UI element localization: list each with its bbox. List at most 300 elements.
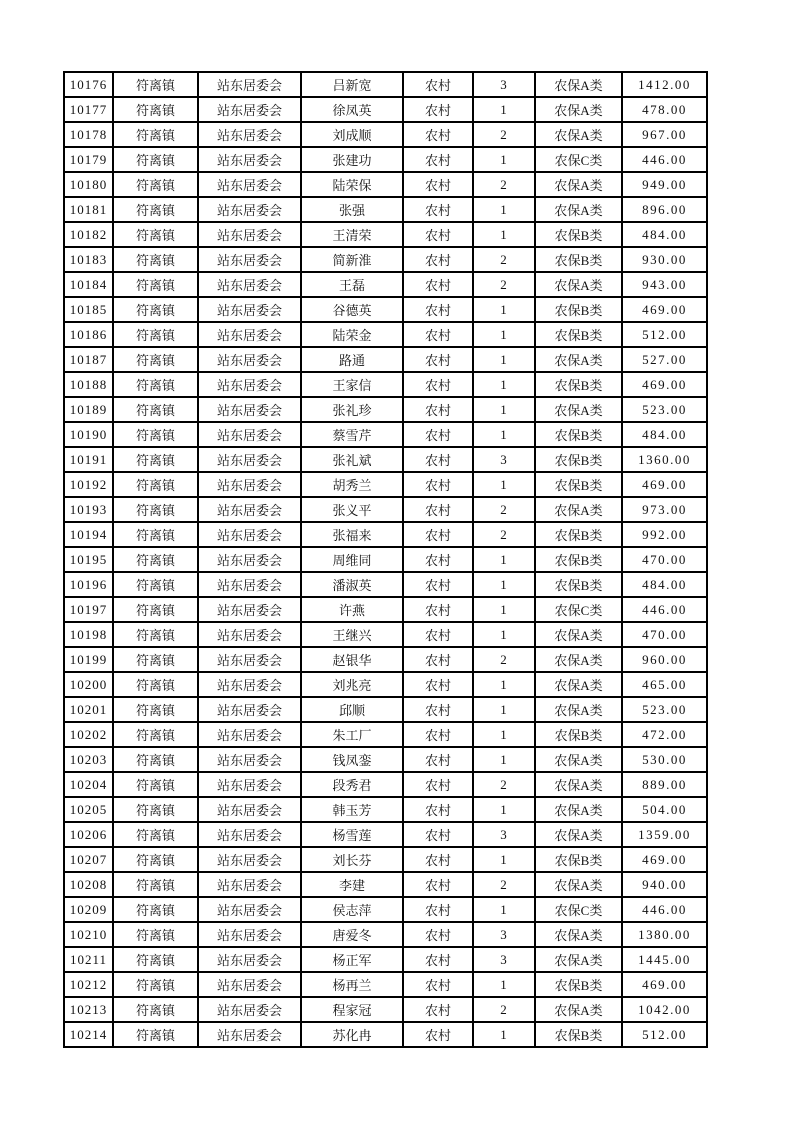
cell-committee: 站东居委会 bbox=[198, 72, 301, 97]
cell-id: 10181 bbox=[64, 197, 113, 222]
cell-town: 符离镇 bbox=[113, 897, 198, 922]
cell-id: 10203 bbox=[64, 747, 113, 772]
table-row bbox=[64, 472, 707, 497]
cell-committee: 站东居委会 bbox=[198, 447, 301, 472]
cell-category: 农保C类 bbox=[535, 147, 622, 172]
cell-town: 符离镇 bbox=[113, 322, 198, 347]
cell-count: 2 bbox=[473, 997, 535, 1022]
cell-amount: 1445.00 bbox=[622, 947, 707, 972]
cell-category: 农保A类 bbox=[535, 797, 622, 822]
cell-amount: 1359.00 bbox=[622, 822, 707, 847]
cell-name: 韩玉芳 bbox=[301, 797, 403, 822]
cell-id: 10188 bbox=[64, 372, 113, 397]
cell-category: 农保A类 bbox=[535, 272, 622, 297]
table-row bbox=[64, 147, 707, 172]
table-row bbox=[64, 297, 707, 322]
cell-count: 1 bbox=[473, 222, 535, 247]
cell-id: 10193 bbox=[64, 497, 113, 522]
cell-category: 农保A类 bbox=[535, 97, 622, 122]
cell-category: 农保A类 bbox=[535, 872, 622, 897]
cell-amount: 472.00 bbox=[622, 722, 707, 747]
cell-id: 10209 bbox=[64, 897, 113, 922]
cell-count: 1 bbox=[473, 547, 535, 572]
cell-count: 2 bbox=[473, 647, 535, 672]
cell-name: 张义平 bbox=[301, 497, 403, 522]
cell-town: 符离镇 bbox=[113, 347, 198, 372]
cell-name: 蔡雪芹 bbox=[301, 422, 403, 447]
table-row bbox=[64, 497, 707, 522]
cell-committee: 站东居委会 bbox=[198, 497, 301, 522]
cell-name: 张强 bbox=[301, 197, 403, 222]
cell-committee: 站东居委会 bbox=[198, 572, 301, 597]
cell-count: 2 bbox=[473, 497, 535, 522]
table-row bbox=[64, 222, 707, 247]
cell-category: 农保B类 bbox=[535, 847, 622, 872]
table-row bbox=[64, 522, 707, 547]
cell-town: 符离镇 bbox=[113, 397, 198, 422]
cell-name: 周维同 bbox=[301, 547, 403, 572]
cell-town: 符离镇 bbox=[113, 547, 198, 572]
cell-id: 10200 bbox=[64, 672, 113, 697]
cell-category: 农保B类 bbox=[535, 472, 622, 497]
cell-category: 农保B类 bbox=[535, 322, 622, 347]
cell-count: 2 bbox=[473, 172, 535, 197]
table-row bbox=[64, 847, 707, 872]
cell-town: 符离镇 bbox=[113, 722, 198, 747]
cell-count: 1 bbox=[473, 797, 535, 822]
cell-residence: 农村 bbox=[403, 797, 473, 822]
cell-name: 吕新宽 bbox=[301, 72, 403, 97]
cell-count: 1 bbox=[473, 1022, 535, 1047]
cell-count: 3 bbox=[473, 447, 535, 472]
cell-id: 10208 bbox=[64, 872, 113, 897]
cell-town: 符离镇 bbox=[113, 647, 198, 672]
table-row bbox=[64, 597, 707, 622]
cell-town: 符离镇 bbox=[113, 522, 198, 547]
cell-amount: 469.00 bbox=[622, 472, 707, 497]
cell-town: 符离镇 bbox=[113, 847, 198, 872]
cell-committee: 站东居委会 bbox=[198, 247, 301, 272]
table-row bbox=[64, 272, 707, 297]
cell-town: 符离镇 bbox=[113, 797, 198, 822]
cell-residence: 农村 bbox=[403, 122, 473, 147]
cell-count: 1 bbox=[473, 422, 535, 447]
cell-committee: 站东居委会 bbox=[198, 872, 301, 897]
cell-id: 10191 bbox=[64, 447, 113, 472]
cell-amount: 446.00 bbox=[622, 147, 707, 172]
cell-amount: 896.00 bbox=[622, 197, 707, 222]
table-row bbox=[64, 422, 707, 447]
cell-committee: 站东居委会 bbox=[198, 197, 301, 222]
cell-category: 农保B类 bbox=[535, 547, 622, 572]
cell-count: 3 bbox=[473, 72, 535, 97]
cell-name: 许燕 bbox=[301, 597, 403, 622]
cell-name: 张建功 bbox=[301, 147, 403, 172]
cell-name: 杨再兰 bbox=[301, 972, 403, 997]
cell-name: 陆荣保 bbox=[301, 172, 403, 197]
cell-town: 符离镇 bbox=[113, 497, 198, 522]
cell-name: 简新淮 bbox=[301, 247, 403, 272]
cell-town: 符离镇 bbox=[113, 147, 198, 172]
table-row bbox=[64, 547, 707, 572]
cell-residence: 农村 bbox=[403, 97, 473, 122]
cell-committee: 站东居委会 bbox=[198, 947, 301, 972]
cell-amount: 523.00 bbox=[622, 397, 707, 422]
cell-amount: 960.00 bbox=[622, 647, 707, 672]
cell-count: 1 bbox=[473, 747, 535, 772]
cell-amount: 930.00 bbox=[622, 247, 707, 272]
cell-town: 符离镇 bbox=[113, 472, 198, 497]
cell-residence: 农村 bbox=[403, 922, 473, 947]
cell-residence: 农村 bbox=[403, 872, 473, 897]
cell-residence: 农村 bbox=[403, 672, 473, 697]
cell-amount: 949.00 bbox=[622, 172, 707, 197]
cell-count: 1 bbox=[473, 572, 535, 597]
cell-residence: 农村 bbox=[403, 372, 473, 397]
cell-name: 张礼珍 bbox=[301, 397, 403, 422]
cell-residence: 农村 bbox=[403, 147, 473, 172]
table-row bbox=[64, 172, 707, 197]
cell-committee: 站东居委会 bbox=[198, 972, 301, 997]
cell-count: 1 bbox=[473, 297, 535, 322]
cell-id: 10198 bbox=[64, 622, 113, 647]
cell-id: 10194 bbox=[64, 522, 113, 547]
table-row bbox=[64, 947, 707, 972]
cell-name: 刘长芬 bbox=[301, 847, 403, 872]
cell-residence: 农村 bbox=[403, 222, 473, 247]
cell-residence: 农村 bbox=[403, 997, 473, 1022]
cell-count: 1 bbox=[473, 347, 535, 372]
table-row bbox=[64, 772, 707, 797]
table-row bbox=[64, 872, 707, 897]
cell-category: 农保A类 bbox=[535, 122, 622, 147]
cell-committee: 站东居委会 bbox=[198, 797, 301, 822]
cell-category: 农保A类 bbox=[535, 172, 622, 197]
cell-residence: 农村 bbox=[403, 897, 473, 922]
cell-count: 2 bbox=[473, 122, 535, 147]
cell-category: 农保A类 bbox=[535, 397, 622, 422]
cell-amount: 527.00 bbox=[622, 347, 707, 372]
cell-residence: 农村 bbox=[403, 522, 473, 547]
cell-count: 2 bbox=[473, 522, 535, 547]
cell-residence: 农村 bbox=[403, 272, 473, 297]
cell-id: 10211 bbox=[64, 947, 113, 972]
cell-residence: 农村 bbox=[403, 722, 473, 747]
cell-category: 农保A类 bbox=[535, 747, 622, 772]
cell-residence: 农村 bbox=[403, 547, 473, 572]
cell-category: 农保B类 bbox=[535, 722, 622, 747]
cell-count: 1 bbox=[473, 372, 535, 397]
cell-category: 农保B类 bbox=[535, 972, 622, 997]
cell-town: 符离镇 bbox=[113, 872, 198, 897]
cell-name: 陆荣金 bbox=[301, 322, 403, 347]
cell-id: 10205 bbox=[64, 797, 113, 822]
cell-amount: 504.00 bbox=[622, 797, 707, 822]
cell-town: 符离镇 bbox=[113, 222, 198, 247]
cell-category: 农保B类 bbox=[535, 297, 622, 322]
cell-committee: 站东居委会 bbox=[198, 722, 301, 747]
cell-count: 1 bbox=[473, 722, 535, 747]
cell-id: 10176 bbox=[64, 72, 113, 97]
cell-name: 刘兆亮 bbox=[301, 672, 403, 697]
cell-town: 符离镇 bbox=[113, 922, 198, 947]
cell-id: 10197 bbox=[64, 597, 113, 622]
cell-category: 农保A类 bbox=[535, 497, 622, 522]
cell-residence: 农村 bbox=[403, 297, 473, 322]
cell-residence: 农村 bbox=[403, 447, 473, 472]
cell-name: 王磊 bbox=[301, 272, 403, 297]
cell-amount: 469.00 bbox=[622, 972, 707, 997]
cell-amount: 512.00 bbox=[622, 322, 707, 347]
cell-residence: 农村 bbox=[403, 822, 473, 847]
table-row bbox=[64, 397, 707, 422]
cell-amount: 1042.00 bbox=[622, 997, 707, 1022]
cell-town: 符离镇 bbox=[113, 197, 198, 222]
cell-committee: 站东居委会 bbox=[198, 522, 301, 547]
cell-town: 符离镇 bbox=[113, 972, 198, 997]
cell-name: 钱凤銮 bbox=[301, 747, 403, 772]
table-row bbox=[64, 747, 707, 772]
cell-name: 谷德英 bbox=[301, 297, 403, 322]
cell-amount: 469.00 bbox=[622, 372, 707, 397]
cell-town: 符离镇 bbox=[113, 572, 198, 597]
cell-id: 10206 bbox=[64, 822, 113, 847]
cell-committee: 站东居委会 bbox=[198, 322, 301, 347]
cell-id: 10187 bbox=[64, 347, 113, 372]
table-row bbox=[64, 72, 707, 97]
cell-committee: 站东居委会 bbox=[198, 172, 301, 197]
cell-amount: 484.00 bbox=[622, 572, 707, 597]
cell-id: 10196 bbox=[64, 572, 113, 597]
cell-name: 徐凤英 bbox=[301, 97, 403, 122]
cell-id: 10212 bbox=[64, 972, 113, 997]
cell-committee: 站东居委会 bbox=[198, 297, 301, 322]
cell-amount: 1380.00 bbox=[622, 922, 707, 947]
cell-committee: 站东居委会 bbox=[198, 547, 301, 572]
cell-town: 符离镇 bbox=[113, 1022, 198, 1047]
cell-town: 符离镇 bbox=[113, 247, 198, 272]
cell-residence: 农村 bbox=[403, 697, 473, 722]
cell-committee: 站东居委会 bbox=[198, 347, 301, 372]
cell-id: 10180 bbox=[64, 172, 113, 197]
cell-id: 10214 bbox=[64, 1022, 113, 1047]
table-row bbox=[64, 997, 707, 1022]
cell-committee: 站东居委会 bbox=[198, 997, 301, 1022]
cell-amount: 943.00 bbox=[622, 272, 707, 297]
cell-amount: 465.00 bbox=[622, 672, 707, 697]
cell-committee: 站东居委会 bbox=[198, 647, 301, 672]
cell-amount: 940.00 bbox=[622, 872, 707, 897]
cell-name: 王继兴 bbox=[301, 622, 403, 647]
cell-count: 1 bbox=[473, 97, 535, 122]
cell-category: 农保A类 bbox=[535, 672, 622, 697]
cell-town: 符离镇 bbox=[113, 622, 198, 647]
cell-category: 农保B类 bbox=[535, 222, 622, 247]
cell-category: 农保C类 bbox=[535, 597, 622, 622]
cell-residence: 农村 bbox=[403, 1022, 473, 1047]
cell-amount: 484.00 bbox=[622, 422, 707, 447]
cell-count: 1 bbox=[473, 197, 535, 222]
cell-town: 符离镇 bbox=[113, 97, 198, 122]
cell-count: 3 bbox=[473, 947, 535, 972]
cell-town: 符离镇 bbox=[113, 372, 198, 397]
cell-amount: 1360.00 bbox=[622, 447, 707, 472]
cell-town: 符离镇 bbox=[113, 72, 198, 97]
cell-residence: 农村 bbox=[403, 972, 473, 997]
cell-amount: 523.00 bbox=[622, 697, 707, 722]
cell-residence: 农村 bbox=[403, 397, 473, 422]
cell-category: 农保B类 bbox=[535, 247, 622, 272]
cell-committee: 站东居委会 bbox=[198, 897, 301, 922]
table-row bbox=[64, 372, 707, 397]
table-body bbox=[64, 72, 707, 1047]
cell-committee: 站东居委会 bbox=[198, 622, 301, 647]
cell-town: 符离镇 bbox=[113, 422, 198, 447]
cell-town: 符离镇 bbox=[113, 447, 198, 472]
cell-residence: 农村 bbox=[403, 622, 473, 647]
cell-count: 1 bbox=[473, 147, 535, 172]
cell-category: 农保A类 bbox=[535, 997, 622, 1022]
cell-residence: 农村 bbox=[403, 747, 473, 772]
cell-name: 苏化冉 bbox=[301, 1022, 403, 1047]
cell-category: 农保B类 bbox=[535, 447, 622, 472]
cell-town: 符离镇 bbox=[113, 672, 198, 697]
cell-amount: 889.00 bbox=[622, 772, 707, 797]
cell-category: 农保A类 bbox=[535, 197, 622, 222]
cell-name: 杨正军 bbox=[301, 947, 403, 972]
cell-category: 农保A类 bbox=[535, 947, 622, 972]
cell-id: 10183 bbox=[64, 247, 113, 272]
cell-town: 符离镇 bbox=[113, 297, 198, 322]
cell-name: 刘成顺 bbox=[301, 122, 403, 147]
cell-committee: 站东居委会 bbox=[198, 472, 301, 497]
cell-residence: 农村 bbox=[403, 247, 473, 272]
cell-residence: 农村 bbox=[403, 772, 473, 797]
cell-name: 胡秀兰 bbox=[301, 472, 403, 497]
cell-category: 农保C类 bbox=[535, 897, 622, 922]
table-row bbox=[64, 322, 707, 347]
cell-committee: 站东居委会 bbox=[198, 122, 301, 147]
cell-id: 10192 bbox=[64, 472, 113, 497]
cell-category: 农保A类 bbox=[535, 922, 622, 947]
cell-count: 2 bbox=[473, 772, 535, 797]
table-row bbox=[64, 672, 707, 697]
table-row bbox=[64, 647, 707, 672]
cell-amount: 470.00 bbox=[622, 547, 707, 572]
table-row bbox=[64, 122, 707, 147]
cell-name: 潘淑英 bbox=[301, 572, 403, 597]
cell-id: 10213 bbox=[64, 997, 113, 1022]
cell-residence: 农村 bbox=[403, 572, 473, 597]
cell-id: 10178 bbox=[64, 122, 113, 147]
table-row bbox=[64, 972, 707, 997]
cell-count: 3 bbox=[473, 822, 535, 847]
cell-count: 1 bbox=[473, 697, 535, 722]
cell-town: 符离镇 bbox=[113, 822, 198, 847]
cell-amount: 478.00 bbox=[622, 97, 707, 122]
cell-id: 10199 bbox=[64, 647, 113, 672]
cell-committee: 站东居委会 bbox=[198, 372, 301, 397]
cell-residence: 农村 bbox=[403, 172, 473, 197]
cell-name: 邱顺 bbox=[301, 697, 403, 722]
cell-committee: 站东居委会 bbox=[198, 747, 301, 772]
cell-category: 农保A类 bbox=[535, 697, 622, 722]
table-row bbox=[64, 247, 707, 272]
cell-id: 10179 bbox=[64, 147, 113, 172]
cell-name: 路通 bbox=[301, 347, 403, 372]
cell-residence: 农村 bbox=[403, 497, 473, 522]
cell-count: 2 bbox=[473, 272, 535, 297]
cell-id: 10195 bbox=[64, 547, 113, 572]
cell-count: 2 bbox=[473, 247, 535, 272]
cell-residence: 农村 bbox=[403, 947, 473, 972]
cell-committee: 站东居委会 bbox=[198, 272, 301, 297]
table-row bbox=[64, 447, 707, 472]
cell-category: 农保B类 bbox=[535, 422, 622, 447]
cell-name: 王家信 bbox=[301, 372, 403, 397]
cell-committee: 站东居委会 bbox=[198, 697, 301, 722]
cell-count: 1 bbox=[473, 672, 535, 697]
cell-name: 杨雪莲 bbox=[301, 822, 403, 847]
cell-count: 3 bbox=[473, 922, 535, 947]
cell-category: 农保A类 bbox=[535, 622, 622, 647]
cell-name: 王清荣 bbox=[301, 222, 403, 247]
cell-count: 1 bbox=[473, 897, 535, 922]
table-row bbox=[64, 97, 707, 122]
cell-id: 10204 bbox=[64, 772, 113, 797]
cell-residence: 农村 bbox=[403, 197, 473, 222]
cell-amount: 446.00 bbox=[622, 897, 707, 922]
cell-count: 1 bbox=[473, 472, 535, 497]
cell-name: 段秀君 bbox=[301, 772, 403, 797]
cell-count: 1 bbox=[473, 397, 535, 422]
cell-residence: 农村 bbox=[403, 647, 473, 672]
cell-committee: 站东居委会 bbox=[198, 1022, 301, 1047]
cell-town: 符离镇 bbox=[113, 172, 198, 197]
cell-count: 1 bbox=[473, 322, 535, 347]
cell-category: 农保A类 bbox=[535, 72, 622, 97]
cell-category: 农保B类 bbox=[535, 1022, 622, 1047]
cell-id: 10177 bbox=[64, 97, 113, 122]
cell-id: 10210 bbox=[64, 922, 113, 947]
cell-residence: 农村 bbox=[403, 597, 473, 622]
cell-id: 10189 bbox=[64, 397, 113, 422]
cell-amount: 530.00 bbox=[622, 747, 707, 772]
cell-amount: 973.00 bbox=[622, 497, 707, 522]
cell-category: 农保B类 bbox=[535, 522, 622, 547]
cell-name: 李建 bbox=[301, 872, 403, 897]
cell-committee: 站东居委会 bbox=[198, 597, 301, 622]
cell-count: 2 bbox=[473, 872, 535, 897]
cell-name: 朱工厂 bbox=[301, 722, 403, 747]
cell-town: 符离镇 bbox=[113, 772, 198, 797]
cell-id: 10201 bbox=[64, 697, 113, 722]
cell-category: 农保A类 bbox=[535, 647, 622, 672]
cell-count: 1 bbox=[473, 847, 535, 872]
cell-amount: 469.00 bbox=[622, 847, 707, 872]
cell-amount: 967.00 bbox=[622, 122, 707, 147]
cell-residence: 农村 bbox=[403, 322, 473, 347]
table-row bbox=[64, 822, 707, 847]
cell-category: 农保A类 bbox=[535, 772, 622, 797]
cell-amount: 484.00 bbox=[622, 222, 707, 247]
cell-residence: 农村 bbox=[403, 847, 473, 872]
cell-id: 10190 bbox=[64, 422, 113, 447]
cell-amount: 1412.00 bbox=[622, 72, 707, 97]
cell-committee: 站东居委会 bbox=[198, 922, 301, 947]
benefits-table bbox=[63, 71, 708, 1048]
cell-id: 10182 bbox=[64, 222, 113, 247]
